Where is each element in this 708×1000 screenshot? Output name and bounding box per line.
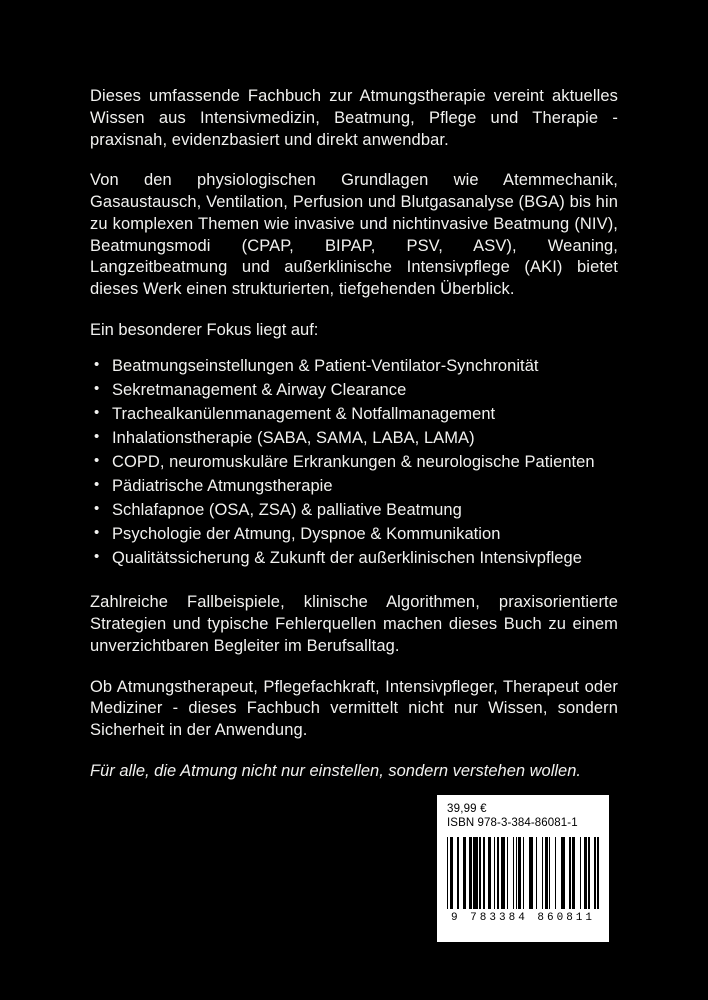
list-item: • Beatmungseinstellungen & Patient-Ventilator-Synchronität: [90, 354, 618, 378]
intro-paragraph-2: Von den physiologischen Grundlagen wie Atemmechanik, Gasaustausch, Ventilation, Perfusion und Blutgasanalyse (BGA) bis hin zu komplexen Themen wie invasive und nichtinvasive Beatmung (NIV), Beatmungsmodi (CPAP, BIPAP, PSV, ASV), Weaning, Langzeitbeatmung und außerklinische Intensivpflege (AKI) bietet dieses Werk einen strukturierten, tiefgehenden Überblick.: [90, 171, 618, 299]
intro-paragraph-1: Dieses umfassende Fachbuch zur Atmungstherapie vereint aktuelles Wissen aus Intensivmedizin, Beatmung, Pflege und Therapie - praxisnah, evidenzbasiert und direkt anwendbar.: [90, 87, 618, 149]
list-item: • Pädiatrische Atmungstherapie: [90, 474, 618, 498]
barcode-bars: [447, 837, 599, 909]
focus-intro-line: Ein besonderer Fokus liegt auf:: [90, 320, 319, 339]
price-label: 39,99 €: [447, 803, 487, 815]
closing-paragraph-2: Ob Atmungstherapeut, Pflegefachkraft, Intensivpfleger, Therapeut oder Mediziner - dieses Fachbuch vermittelt nicht nur Wissen, sondern Sicherheit in der Anwendung.: [90, 677, 618, 740]
list-item: • Sekretmanagement & Airway Clearance: [90, 378, 618, 402]
list-item: • COPD, neuromuskuläre Erkrankungen & neurologische Patienten: [90, 450, 618, 474]
list-item: • Psychologie der Atmung, Dyspnoe & Kommunikation: [90, 522, 618, 546]
closing-italic-line: Für alle, die Atmung nicht nur einstellen, sondern verstehen wollen.: [90, 761, 581, 780]
back-cover-text-block: [90, 86, 618, 783]
closing-paragraph-1: Zahlreiche Fallbeispiele, klinische Algorithmen, praxisorientierte Strategien und typische Fehlerquellen machen dieses Buch zu einem unverzichtbaren Begleiter im Berufsalltag.: [90, 593, 618, 655]
list-item: • Trachealkanülenmanagement & Notfallmanagement: [90, 402, 618, 426]
focus-list: [90, 354, 618, 571]
barcode-block: [437, 795, 609, 942]
list-item: • Inhalationstherapie (SABA, SAMA, LABA, LAMA): [90, 426, 618, 450]
list-item: • Schlafapnoe (OSA, ZSA) & palliative Beatmung: [90, 498, 618, 522]
barcode-digits: 9 783384 860811: [450, 912, 596, 925]
list-item: • Qualitätssicherung & Zukunft der außerklinischen Intensivpflege: [90, 546, 618, 570]
isbn-label: ISBN 978-3-384-86081-1: [447, 817, 578, 830]
